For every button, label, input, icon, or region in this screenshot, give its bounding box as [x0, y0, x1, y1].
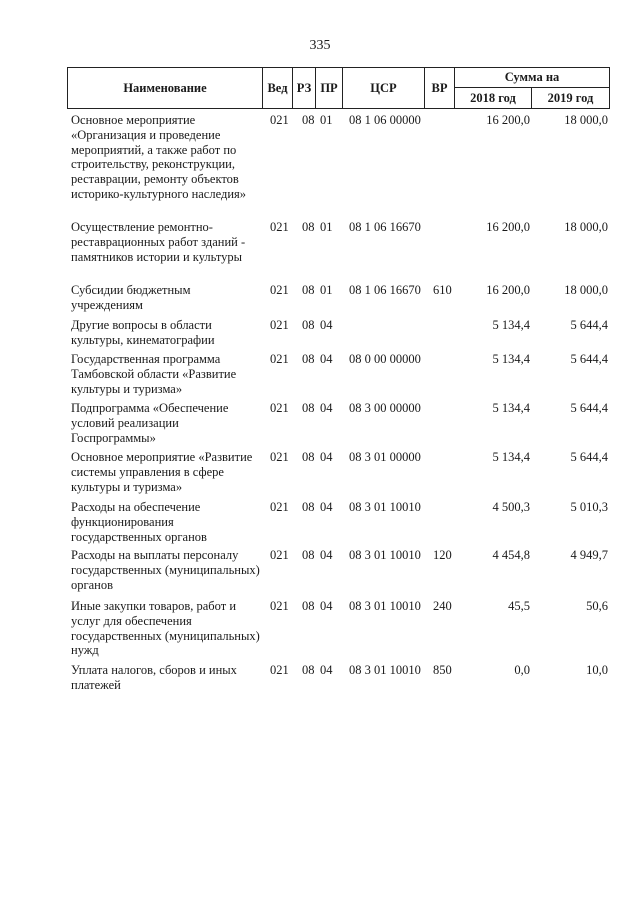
row-sum-2018: 5 134,4	[492, 318, 530, 332]
row-name: Осуществление ремонтно-реставрационных работ зданий - памятников истории и культуры	[71, 220, 246, 264]
row-sum-2019: 18 000,0	[564, 113, 608, 127]
row-sum-2018: 0,0	[514, 663, 530, 677]
row-vr: 120	[433, 548, 452, 562]
row-sum-2018: 16 200,0	[486, 113, 530, 127]
row-vr: 850	[433, 663, 452, 677]
row-csr: 08 3 01 10010	[349, 500, 421, 514]
row-name: Субсидии бюджетным учреждениям	[71, 283, 191, 312]
row-rz: 08	[302, 548, 315, 562]
row-ved: 021	[270, 220, 289, 234]
row-pr: 04	[320, 599, 333, 613]
row-pr: 01	[320, 283, 333, 297]
row-sum-2019: 5 644,4	[570, 352, 608, 366]
header-ved: Вед	[263, 68, 293, 108]
row-csr: 08 1 06 16670	[349, 220, 421, 234]
row-sum-2018: 5 134,4	[492, 450, 530, 464]
row-name: Уплата налогов, сборов и иных платежей	[71, 663, 237, 692]
row-rz: 08	[302, 318, 315, 332]
row-name: Основное мероприятие «Развитие системы управления в сфере культуры и туризма»	[71, 450, 253, 494]
row-csr: 08 3 01 10010	[349, 599, 421, 613]
row-pr: 04	[320, 318, 333, 332]
header-vr: ВР	[425, 68, 455, 108]
row-sum-2018: 45,5	[508, 599, 530, 613]
row-pr: 04	[320, 548, 333, 562]
row-pr: 04	[320, 352, 333, 366]
header-sum-label: Сумма на	[455, 68, 609, 88]
row-pr: 01	[320, 113, 333, 127]
row-rz: 08	[302, 500, 315, 514]
row-name: Основное мероприятие «Организация и проведение мероприятий, а также работ по строительству, реконструкции, реставрации, ремонту объектов историко-культурного наследия»	[71, 113, 247, 201]
row-sum-2018: 4 500,3	[492, 500, 530, 514]
row-sum-2018: 5 134,4	[492, 401, 530, 415]
row-name: Подпрограмма «Обеспечение условий реализации Госпрограммы»	[71, 401, 229, 445]
row-ved: 021	[270, 599, 289, 613]
row-rz: 08	[302, 663, 315, 677]
page-number: 335	[309, 38, 331, 53]
row-pr: 01	[320, 220, 333, 234]
row-name: Расходы на обеспечение функционирования государственных органов	[71, 500, 207, 544]
row-csr: 08 3 01 10010	[349, 548, 421, 562]
row-ved: 021	[270, 352, 289, 366]
header-sum	[455, 68, 609, 108]
row-sum-2019: 5 644,4	[570, 450, 608, 464]
row-csr: 08 3 01 00000	[349, 450, 421, 464]
row-ved: 021	[270, 548, 289, 562]
row-sum-2018: 16 200,0	[486, 283, 530, 297]
row-sum-2019: 18 000,0	[564, 220, 608, 234]
row-pr: 04	[320, 450, 333, 464]
row-ved: 021	[270, 500, 289, 514]
row-sum-2019: 10,0	[586, 663, 608, 677]
row-csr: 08 0 00 00000	[349, 352, 421, 366]
row-rz: 08	[302, 113, 315, 127]
row-ved: 021	[270, 318, 289, 332]
row-rz: 08	[302, 599, 315, 613]
row-csr: 08 1 06 16670	[349, 283, 421, 297]
row-name: Государственная программа Тамбовской области «Развитие культуры и туризма»	[71, 352, 237, 396]
row-ved: 021	[270, 401, 289, 415]
row-vr: 240	[433, 599, 452, 613]
header-name: Наименование	[68, 68, 263, 108]
row-rz: 08	[302, 401, 315, 415]
header-rz: РЗ	[293, 68, 316, 108]
row-name: Иные закупки товаров, работ и услуг для обеспечения государственных (муниципальных) нужд	[71, 599, 260, 658]
row-csr: 08 1 06 00000	[349, 113, 421, 127]
row-sum-2018: 4 454,8	[492, 548, 530, 562]
table-header	[67, 67, 610, 109]
row-vr: 610	[433, 283, 452, 297]
header-year-2019: 2019 год	[547, 90, 594, 105]
row-sum-2019: 5 010,3	[570, 500, 608, 514]
header-year-2018: 2018 год	[455, 88, 532, 108]
row-pr: 04	[320, 401, 333, 415]
row-sum-2019: 18 000,0	[564, 283, 608, 297]
row-sum-2018: 5 134,4	[492, 352, 530, 366]
row-ved: 021	[270, 113, 289, 127]
row-sum-2018: 16 200,0	[486, 220, 530, 234]
row-pr: 04	[320, 663, 333, 677]
row-rz: 08	[302, 450, 315, 464]
row-sum-2019: 5 644,4	[570, 318, 608, 332]
header-pr: ПР	[316, 68, 343, 108]
row-rz: 08	[302, 352, 315, 366]
row-ved: 021	[270, 283, 289, 297]
row-csr: 08 3 00 00000	[349, 401, 421, 415]
header-csr: ЦСР	[343, 68, 425, 108]
row-ved: 021	[270, 663, 289, 677]
row-name: Расходы на выплаты персоналу государственных (муниципальных) органов	[71, 548, 260, 592]
row-name: Другие вопросы в области культуры, кинематографии	[71, 318, 215, 347]
row-rz: 08	[302, 283, 315, 297]
row-sum-2019: 50,6	[586, 599, 608, 613]
row-sum-2019: 5 644,4	[570, 401, 608, 415]
row-pr: 04	[320, 500, 333, 514]
row-rz: 08	[302, 220, 315, 234]
row-ved: 021	[270, 450, 289, 464]
row-sum-2019: 4 949,7	[570, 548, 608, 562]
row-csr: 08 3 01 10010	[349, 663, 421, 677]
